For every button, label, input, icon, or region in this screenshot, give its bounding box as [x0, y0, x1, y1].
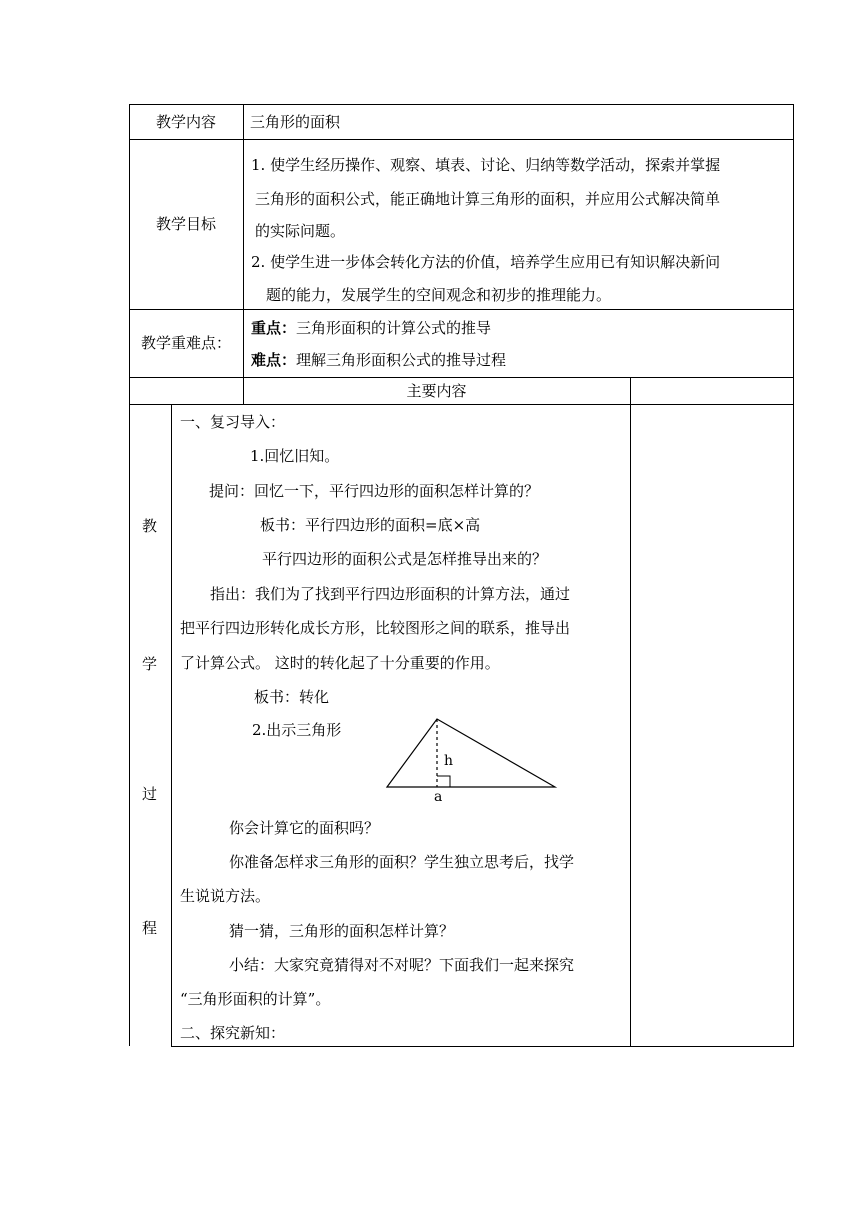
content-line: “三角形面积的计算”。	[180, 990, 331, 1008]
side-char-2: 学	[142, 655, 158, 673]
content-line: 你准备怎样求三角形的面积？学生独立思考后，找学	[229, 853, 575, 871]
base-label: a	[434, 789, 443, 804]
content-line: 提问：回忆一下，平行四边形的面积怎样计算的？	[209, 482, 540, 500]
side-char-1: 教	[142, 517, 158, 535]
triangle-figure	[380, 712, 565, 804]
difficult-point-text: 理解三角形面积公式的推导过程	[296, 351, 507, 369]
goal-line-4: 2. 使学生进一步体会转化方法的价值，培养学生应用已有知识解决新问	[251, 253, 721, 271]
content-line: 二、探究新知：	[180, 1024, 286, 1042]
content-line: 板书：转化	[254, 688, 330, 706]
side-char-3: 过	[142, 785, 158, 803]
height-label: h	[444, 753, 454, 769]
content-line: 2.出示三角形	[252, 721, 342, 739]
content-line: 一、复习导入：	[180, 413, 286, 431]
content-line: 把平行四边形转化成长方形，比较图形之间的联系，推导出	[180, 619, 571, 637]
difficult-point-tag: 难点：	[251, 351, 297, 369]
column-header: 主要内容	[406, 382, 467, 400]
key-point	[251, 318, 491, 338]
goal-line-5: 题的能力，发展学生的空间观念和初步的推理能力。	[266, 286, 612, 304]
goal-line-2: 三角形的面积公式，能正确地计算三角形的面积，并应用公式解决简单	[255, 190, 721, 208]
key-point-text: 三角形面积的计算公式的推导	[296, 319, 492, 337]
content-line: 板书：平行四边形的面积=底×高	[260, 516, 481, 534]
content-value: 三角形的面积	[250, 113, 341, 131]
triangle-shape	[387, 719, 555, 787]
goal-line-1: 1. 使学生经历操作、观察、填表、讨论、归纳等数学活动，探索并掌握	[251, 156, 721, 174]
content-label: 教学内容	[155, 113, 216, 131]
content-line: 指出：我们为了找到平行四边形面积的计算方法，通过	[210, 585, 571, 603]
goals-label: 教学目标	[155, 215, 216, 233]
difficult-point	[251, 350, 506, 370]
content-line: 平行四边形的面积公式是怎样推导出来的？	[262, 550, 548, 568]
content-line: 小结：大家究竟猜得对不对呢？下面我们一起来探究	[229, 956, 575, 974]
goal-line-3: 的实际问题。	[255, 222, 346, 240]
content-line: 猜一猜，三角形的面积怎样计算？	[229, 922, 455, 940]
side-char-4: 程	[142, 919, 158, 937]
content-line: 你会计算它的面积吗？	[229, 819, 380, 837]
key-label: 教学重难点：	[140, 334, 231, 352]
right-angle-mark	[437, 776, 450, 787]
content-line: 了计算公式。 这时的转化起了十分重要的作用。	[180, 654, 500, 672]
key-point-tag: 重点：	[251, 319, 297, 337]
content-line: 1.回忆旧知。	[250, 447, 340, 465]
content-line: 生说说方法。	[180, 887, 271, 905]
